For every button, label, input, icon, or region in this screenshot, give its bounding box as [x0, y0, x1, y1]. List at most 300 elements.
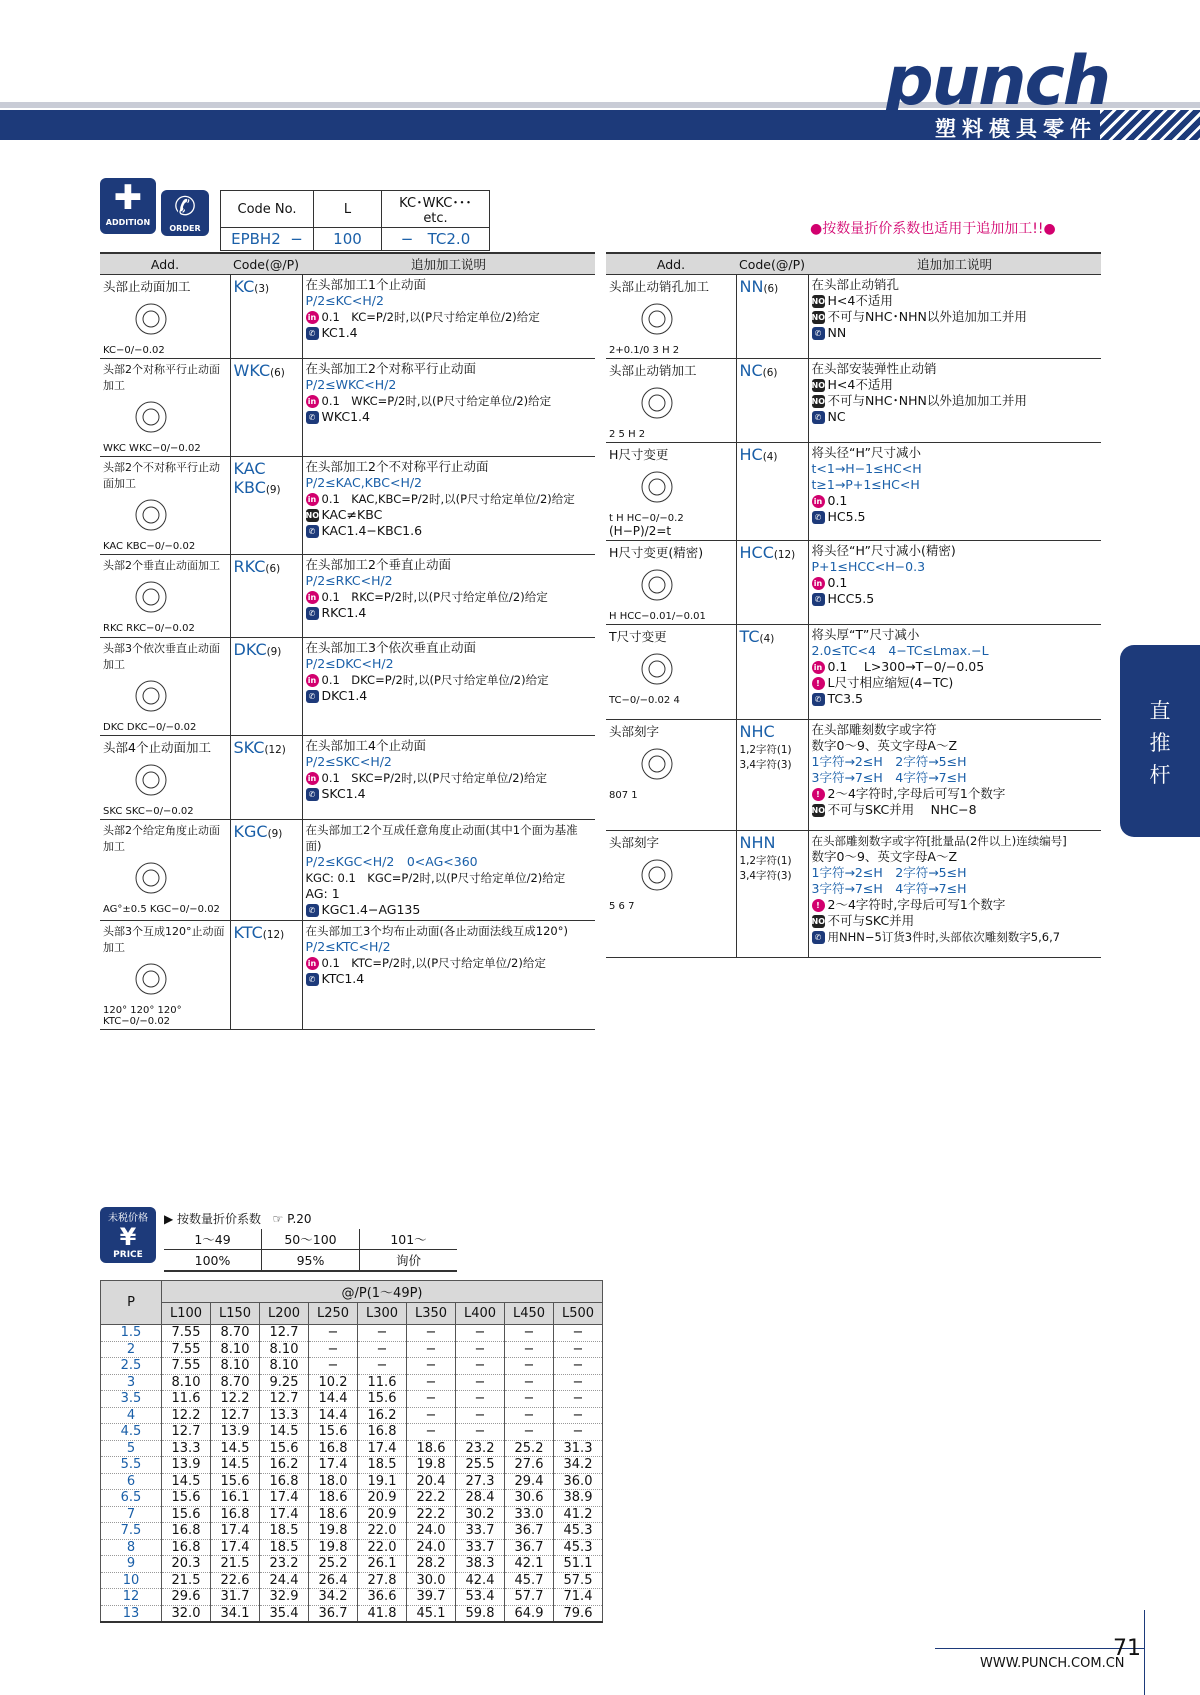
description-line: P/2≤WKC<H/2 — [305, 377, 397, 392]
price-cell: 14.4 — [309, 1391, 358, 1408]
price-cell: 15.6 — [309, 1424, 358, 1441]
caution-icon: ! — [812, 788, 825, 801]
price-cell: 17.4 — [358, 1440, 407, 1457]
price-cell: 34.2 — [309, 1589, 358, 1606]
order-example-icon: ✆ — [306, 690, 319, 703]
price-cell: − — [407, 1407, 456, 1424]
description-line: 在头部加工2个对称平行止动面 — [305, 361, 476, 376]
price-cell: 57.7 — [505, 1589, 554, 1606]
price-cell: 8.10 — [211, 1358, 260, 1375]
price-p-value: 6.5 — [101, 1490, 162, 1507]
description-line: in 0.1 RKC=P/2时,以(P尺寸给定单位/2)给定 — [306, 589, 593, 605]
price-p-value: 4.5 — [101, 1424, 162, 1441]
price-cell: 16.8 — [162, 1523, 211, 1540]
price-cell: 29.6 — [162, 1589, 211, 1606]
price-cell: 14.5 — [211, 1457, 260, 1474]
addition-name: 头部刻字 807 1 — [606, 720, 736, 831]
no-icon: NO — [811, 397, 825, 406]
description-line: in 0.1 DKC=P/2时,以(P尺寸给定单位/2)给定 — [306, 672, 593, 688]
addition-name: 头部2个不对称平行止动面加工 KAC KBC−0/−0.02 — [100, 457, 230, 555]
codebox-value: 100 — [314, 228, 382, 251]
description-line: t≥1→P+1≤HC<H — [811, 477, 920, 492]
price-cell: 71.4 — [554, 1589, 603, 1606]
price-col-header: L300 — [358, 1303, 407, 1325]
price-cell: 28.4 — [456, 1490, 505, 1507]
price-cell: 32.0 — [162, 1605, 211, 1622]
price-cell: 42.4 — [456, 1572, 505, 1589]
price-row — [101, 1506, 603, 1523]
discount-rate: 询价 — [360, 1250, 458, 1272]
price-cell: 15.6 — [162, 1506, 211, 1523]
order-example-icon: ✆ — [812, 693, 825, 706]
machining-diagram-icon — [609, 383, 719, 429]
code-number-box — [220, 190, 490, 251]
price-cell: 8.70 — [211, 1325, 260, 1342]
price-cell: 59.8 — [456, 1605, 505, 1622]
price-cell: 24.4 — [260, 1572, 309, 1589]
price-cell: − — [505, 1358, 554, 1375]
price-cell: 34.1 — [211, 1605, 260, 1622]
price-cell: − — [554, 1424, 603, 1441]
price-row — [101, 1325, 603, 1342]
brand-logo: punch — [885, 42, 1110, 121]
price-cell: − — [505, 1391, 554, 1408]
price-cell: 33.7 — [456, 1539, 505, 1556]
price-p-value: 7 — [101, 1506, 162, 1523]
price-cell: 12.7 — [211, 1407, 260, 1424]
description-line: ✆ WKC1.4 — [306, 409, 593, 425]
machining-diagram-icon — [103, 676, 213, 722]
price-row — [101, 1539, 603, 1556]
price-cell: 7.55 — [162, 1341, 211, 1358]
description-line: NO 不可与SKC并用 — [811, 913, 915, 928]
price-cell: 18.6 — [309, 1490, 358, 1507]
machining-diagram-icon — [609, 649, 719, 695]
price-cell: 27.8 — [358, 1572, 407, 1589]
machining-diagram-icon — [609, 744, 719, 790]
price-cell: 16.8 — [260, 1473, 309, 1490]
addition-description — [808, 831, 1101, 958]
addition-description — [302, 638, 595, 736]
col-header: Add. — [606, 253, 736, 275]
description-line: 在头部安装弹性止动销 — [811, 361, 937, 376]
machining-diagram-icon — [103, 299, 213, 345]
addition-description — [302, 736, 595, 820]
description-line: 在头部加工1个止动面 — [305, 277, 426, 292]
order-example-icon: ✆ — [306, 904, 319, 917]
addition-description — [808, 541, 1101, 625]
price-cell: 19.1 — [358, 1473, 407, 1490]
price-cell: 14.4 — [309, 1407, 358, 1424]
description-line: ! 2～4字符时,字母后可写1个数字 — [812, 897, 1099, 913]
price-row — [101, 1572, 603, 1589]
price-cell: − — [554, 1391, 603, 1408]
price-cell: 36.7 — [505, 1539, 554, 1556]
diagram-label: 2+0.1/0 3 H 2 — [609, 345, 680, 356]
price-p-value: 8 — [101, 1539, 162, 1556]
increment-icon: in — [812, 661, 825, 674]
price-cell: 17.4 — [260, 1490, 309, 1507]
price-cell: 11.6 — [358, 1374, 407, 1391]
addition-code: RKC(6) — [230, 555, 302, 638]
price-cell: 29.4 — [505, 1473, 554, 1490]
diagram-label: 2 5 H 2 — [609, 429, 646, 440]
category-side-tab[interactable]: 直 推 杆 — [1120, 645, 1200, 837]
price-cell: 18.6 — [309, 1506, 358, 1523]
discount-qty: 1～49 — [164, 1229, 262, 1250]
price-cell: 17.4 — [309, 1457, 358, 1474]
addition-description — [302, 359, 595, 457]
addition-code: NHC 1,2字符(1) 3,4字符(3) — [736, 720, 808, 831]
description-line: in 0.1 SKC=P/2时,以(P尺寸给定单位/2)给定 — [306, 770, 593, 786]
addition-code: KGC(9) — [230, 820, 302, 921]
discount-table — [164, 1229, 457, 1272]
addition-description — [302, 921, 595, 1030]
left-spec-table — [100, 252, 595, 1030]
increment-icon: in — [812, 495, 825, 508]
description-line: 数字0～9、英文字母A～Z — [811, 738, 958, 753]
col-header: Code(@/P) — [230, 253, 302, 275]
addition-name: H尺寸变更 t H HC−0/−0.2 (H−P)/2=t — [606, 443, 736, 541]
price-p-value: 5 — [101, 1440, 162, 1457]
price-cell: 20.9 — [358, 1506, 407, 1523]
addition-code: HC(4) — [736, 443, 808, 541]
description-line: P/2≤KAC,KBC<H/2 — [305, 475, 423, 490]
price-cell: − — [554, 1374, 603, 1391]
price-cell: 12.2 — [211, 1391, 260, 1408]
price-cell: 45.3 — [554, 1523, 603, 1540]
addition-description — [302, 457, 595, 555]
price-cell: 30.6 — [505, 1490, 554, 1507]
diagram-label: TC−0/−0.02 4 — [609, 695, 680, 706]
addition-name: H尺寸变更(精密) H HCC−0.01/−0.01 — [606, 541, 736, 625]
description-line: NO KAC≠KBC — [305, 507, 383, 522]
price-cell: − — [456, 1407, 505, 1424]
price-cell: 16.8 — [162, 1539, 211, 1556]
right-spec-table — [606, 252, 1101, 958]
price-cell: − — [554, 1407, 603, 1424]
price-cell: 16.2 — [358, 1407, 407, 1424]
discount-note: ●按数量折价系数也适用于追加加工!!● — [810, 221, 1056, 237]
addition-description — [808, 359, 1101, 443]
description-line: ✆ HC5.5 — [812, 509, 1099, 525]
addition-code: DKC(9) — [230, 638, 302, 736]
description-line: P/2≤SKC<H/2 — [305, 754, 392, 769]
price-cell: 22.6 — [211, 1572, 260, 1589]
price-cell: − — [309, 1341, 358, 1358]
price-cell: 45.3 — [554, 1539, 603, 1556]
no-icon: NO — [811, 313, 825, 322]
description-line: in 0.1 KC=P/2时,以(P尺寸给定单位/2)给定 — [306, 309, 593, 325]
price-cell: 12.7 — [162, 1424, 211, 1441]
price-cell: 19.8 — [309, 1539, 358, 1556]
price-cell: 16.8 — [211, 1506, 260, 1523]
addition-name: 头部2个对称平行止动面加工 WKC WKC−0/−0.02 — [100, 359, 230, 457]
price-p-value: 10 — [101, 1572, 162, 1589]
price-cell: 53.4 — [456, 1589, 505, 1606]
order-example-icon: ✆ — [306, 411, 319, 424]
price-row — [101, 1605, 603, 1622]
price-row — [101, 1407, 603, 1424]
description-line: in 0.1 — [812, 575, 1099, 591]
no-icon: NO — [811, 806, 825, 815]
addition-code: KTC(12) — [230, 921, 302, 1030]
price-cell: 13.3 — [260, 1407, 309, 1424]
addition-name: 头部止动销加工 2 5 H 2 — [606, 359, 736, 443]
price-cell: − — [505, 1424, 554, 1441]
price-cell: 16.2 — [260, 1457, 309, 1474]
price-p-value: 6 — [101, 1473, 162, 1490]
addition-code: TC(4) — [736, 625, 808, 720]
addition-name: 头部刻字 5 6 7 — [606, 831, 736, 958]
spec-row — [606, 541, 1101, 625]
spec-row — [606, 720, 1101, 831]
price-cell: 15.6 — [358, 1391, 407, 1408]
price-cell: 19.8 — [309, 1523, 358, 1540]
no-icon: NO — [811, 917, 825, 926]
description-line: P/2≤KTC<H/2 — [305, 939, 391, 954]
description-line: ✆ KGC1.4−AG135 — [306, 902, 593, 918]
addition-icon: ✚ ADDITION — [100, 178, 156, 234]
description-line: 在头部加工2个不对称平行止动面 — [305, 459, 489, 474]
price-p-value: 2 — [101, 1341, 162, 1358]
col-header: 追加加工说明 — [302, 253, 595, 275]
addition-name: T尺寸变更 TC−0/−0.02 4 — [606, 625, 736, 720]
description-line: ✆ NC — [812, 409, 1099, 425]
price-cell: 30.0 — [407, 1572, 456, 1589]
price-cell: 12.2 — [162, 1407, 211, 1424]
price-cell: 12.7 — [260, 1325, 309, 1342]
caution-icon: ! — [812, 899, 825, 912]
price-cell: − — [456, 1358, 505, 1375]
price-p-value: 2.5 — [101, 1358, 162, 1375]
price-cell: − — [505, 1374, 554, 1391]
increment-icon: in — [306, 591, 319, 604]
codebox-header: L — [314, 191, 382, 228]
price-col-group: @/P(1～49P) — [162, 1281, 603, 1303]
order-example-icon: ✆ — [306, 973, 319, 986]
price-cell: 41.8 — [358, 1605, 407, 1622]
description-line: 在头部止动销孔 — [811, 277, 900, 292]
addition-name: 头部2个给定角度止动面加工 AG°±0.5 KGC−0/−0.02 — [100, 820, 230, 921]
diagram-label: DKC DKC−0/−0.02 — [103, 722, 197, 733]
machining-diagram-icon — [609, 855, 719, 901]
machining-diagram-icon — [103, 760, 213, 806]
diagram-label: 120° 120° 120° KTC−0/−0.02 — [103, 1005, 182, 1027]
description-line: P/2≤KGC<H/2 0<AG<360 — [305, 854, 478, 869]
description-line: NO H<4不适用 — [811, 293, 893, 308]
order-example-icon: ✆ — [306, 327, 319, 340]
description-line: 2.0≤TC<4 4−TC≤Lmax.−L — [811, 643, 989, 658]
increment-icon: in — [306, 957, 319, 970]
price-col-header: L150 — [211, 1303, 260, 1325]
codebox-header: KC･WKC･･･etc. — [382, 191, 490, 228]
price-cell: 17.4 — [211, 1539, 260, 1556]
description-line: P/2≤RKC<H/2 — [305, 573, 393, 588]
description-line: KGC: 0.1 KGC=P/2时,以(P尺寸给定单位/2)给定 — [305, 871, 566, 885]
description-line: NO 不可与SKC并用 NHC−8 — [811, 802, 977, 817]
price-cell: 25.2 — [505, 1440, 554, 1457]
description-line: NO 不可与NHC･NHN以外追加加工并用 — [811, 393, 1027, 408]
price-cell: 25.5 — [456, 1457, 505, 1474]
description-line: ✆ NN — [812, 325, 1099, 341]
diagram-label: H HCC−0.01/−0.01 — [609, 611, 706, 622]
price-cell: 12.7 — [260, 1391, 309, 1408]
increment-icon: in — [306, 772, 319, 785]
price-cell: 19.8 — [407, 1457, 456, 1474]
price-row — [101, 1490, 603, 1507]
diagram-label: 807 1 — [609, 790, 638, 801]
price-cell: 15.6 — [162, 1490, 211, 1507]
price-cell: 16.1 — [211, 1490, 260, 1507]
price-cell: 34.2 — [554, 1457, 603, 1474]
price-cell: 16.8 — [309, 1440, 358, 1457]
increment-icon: in — [306, 311, 319, 324]
diagram-label: WKC WKC−0/−0.02 — [103, 443, 201, 454]
description-line: P+1≤HCC<H−0.3 — [811, 559, 926, 574]
price-cell: 7.55 — [162, 1325, 211, 1342]
diagram-label: SKC SKC−0/−0.02 — [103, 806, 194, 817]
machining-diagram-icon — [103, 858, 213, 904]
price-p-value: 7.5 — [101, 1523, 162, 1540]
price-cell: 18.0 — [309, 1473, 358, 1490]
diagram-label: KAC KBC−0/−0.02 — [103, 541, 196, 552]
price-cell: 8.10 — [260, 1358, 309, 1375]
price-cell: − — [407, 1341, 456, 1358]
addition-description — [808, 443, 1101, 541]
description-line: ✆ RKC1.4 — [306, 605, 593, 621]
description-line: 在头部加工3个依次垂直止动面 — [305, 640, 476, 655]
machining-diagram-icon — [609, 299, 719, 345]
price-cell: 15.6 — [260, 1440, 309, 1457]
description-line: ✆ KAC1.4−KBC1.6 — [306, 523, 593, 539]
diagram-label: RKC RKC−0/−0.02 — [103, 623, 195, 634]
price-cell: − — [456, 1391, 505, 1408]
price-cell: − — [554, 1341, 603, 1358]
price-cell: 39.7 — [407, 1589, 456, 1606]
spec-row — [100, 555, 595, 638]
col-header: Code(@/P) — [736, 253, 808, 275]
order-example-icon: ✆ — [812, 327, 825, 340]
price-cell: 14.5 — [211, 1440, 260, 1457]
price-col-header: L100 — [162, 1303, 211, 1325]
description-line: ✆ HCC5.5 — [812, 591, 1099, 607]
addition-code: SKC(12) — [230, 736, 302, 820]
increment-icon: in — [306, 395, 319, 408]
addition-name: 头部3个依次垂直止动面加工 DKC DKC−0/−0.02 — [100, 638, 230, 736]
price-cell: − — [358, 1341, 407, 1358]
price-cell: − — [456, 1374, 505, 1391]
addition-code: KAC KBC(9) — [230, 457, 302, 555]
description-line: 在头部雕刻数字或字符 — [811, 722, 937, 737]
price-icon: 未税价格 ¥ PRICE — [100, 1207, 156, 1263]
diagram-label: KC−0/−0.02 — [103, 345, 165, 356]
price-cell: − — [407, 1374, 456, 1391]
description-line: 1字符→2≤H 2字符→5≤H — [811, 865, 967, 880]
price-cell: 18.5 — [260, 1523, 309, 1540]
price-cell: − — [505, 1341, 554, 1358]
price-cell: 51.1 — [554, 1556, 603, 1573]
price-cell: 22.2 — [407, 1490, 456, 1507]
page-reference: ☞ P.20 — [272, 1212, 312, 1226]
price-row — [101, 1341, 603, 1358]
price-cell: − — [456, 1424, 505, 1441]
footer-url[interactable]: WWW.PUNCH.COM.CN — [980, 1656, 1125, 1671]
description-line: 3字符→7≤H 4字符→7≤H — [811, 881, 967, 896]
price-p-value: 4 — [101, 1407, 162, 1424]
order-example-icon: ✆ — [812, 593, 825, 606]
price-row — [101, 1457, 603, 1474]
increment-icon: in — [812, 577, 825, 590]
price-col-header: L500 — [554, 1303, 603, 1325]
price-cell: 18.5 — [358, 1457, 407, 1474]
price-cell: 22.2 — [407, 1506, 456, 1523]
price-row — [101, 1391, 603, 1408]
price-cell: 64.9 — [505, 1605, 554, 1622]
spec-row — [100, 359, 595, 457]
price-cell: − — [358, 1358, 407, 1375]
codebox-value: EPBH2 − — [221, 228, 314, 251]
price-cell: 22.0 — [358, 1523, 407, 1540]
discount-qty: 101～ — [360, 1229, 458, 1250]
spec-row — [606, 625, 1101, 720]
header-hatch — [1100, 110, 1200, 140]
price-p-value: 12 — [101, 1589, 162, 1606]
col-header: Add. — [100, 253, 230, 275]
price-row — [101, 1523, 603, 1540]
price-cell: − — [358, 1325, 407, 1342]
spec-row — [606, 443, 1101, 541]
order-example-icon: ✆ — [812, 931, 825, 944]
price-cell: 21.5 — [162, 1572, 211, 1589]
price-cell: 8.10 — [260, 1341, 309, 1358]
addition-name: 头部止动销孔加工 2+0.1/0 3 H 2 — [606, 275, 736, 359]
addition-name: 头部2个垂直止动面加工 RKC RKC−0/−0.02 — [100, 555, 230, 638]
price-p-value: 3 — [101, 1374, 162, 1391]
description-line: ✆ KTC1.4 — [306, 971, 593, 987]
price-cell: 18.6 — [407, 1440, 456, 1457]
price-cell: 26.4 — [309, 1572, 358, 1589]
footer-divider — [1144, 1610, 1145, 1695]
description-line: 1字符→2≤H 2字符→5≤H — [811, 754, 967, 769]
price-cell: 45.1 — [407, 1605, 456, 1622]
description-line: 将头径“H”尺寸减小(精密) — [811, 543, 956, 558]
price-cell: 25.2 — [309, 1556, 358, 1573]
price-cell: 18.5 — [260, 1539, 309, 1556]
price-cell: 20.3 — [162, 1556, 211, 1573]
price-cell: 36.7 — [505, 1523, 554, 1540]
description-line: ! 2～4字符时,字母后可写1个数字 — [812, 786, 1099, 802]
price-cell: − — [407, 1325, 456, 1342]
price-cell: 79.6 — [554, 1605, 603, 1622]
diagram-label: t H HC−0/−0.2 — [609, 513, 684, 524]
price-row — [101, 1374, 603, 1391]
spec-row — [100, 275, 595, 359]
spec-row — [100, 736, 595, 820]
price-col-header: L250 — [309, 1303, 358, 1325]
price-cell: − — [505, 1407, 554, 1424]
price-cell: 16.8 — [358, 1424, 407, 1441]
price-row — [101, 1473, 603, 1490]
description-line: ✆ KC1.4 — [306, 325, 593, 341]
order-example-icon: ✆ — [306, 607, 319, 620]
price-cell: 38.9 — [554, 1490, 603, 1507]
price-cell: 15.6 — [211, 1473, 260, 1490]
description-line: ! L尺寸相应缩短(4−TC) — [812, 675, 1099, 691]
description-line: 在头部雕刻数字或字符[批量品(2件以上)连续编号] — [811, 834, 1067, 848]
price-cell: − — [554, 1358, 603, 1375]
caution-icon: ! — [812, 677, 825, 690]
